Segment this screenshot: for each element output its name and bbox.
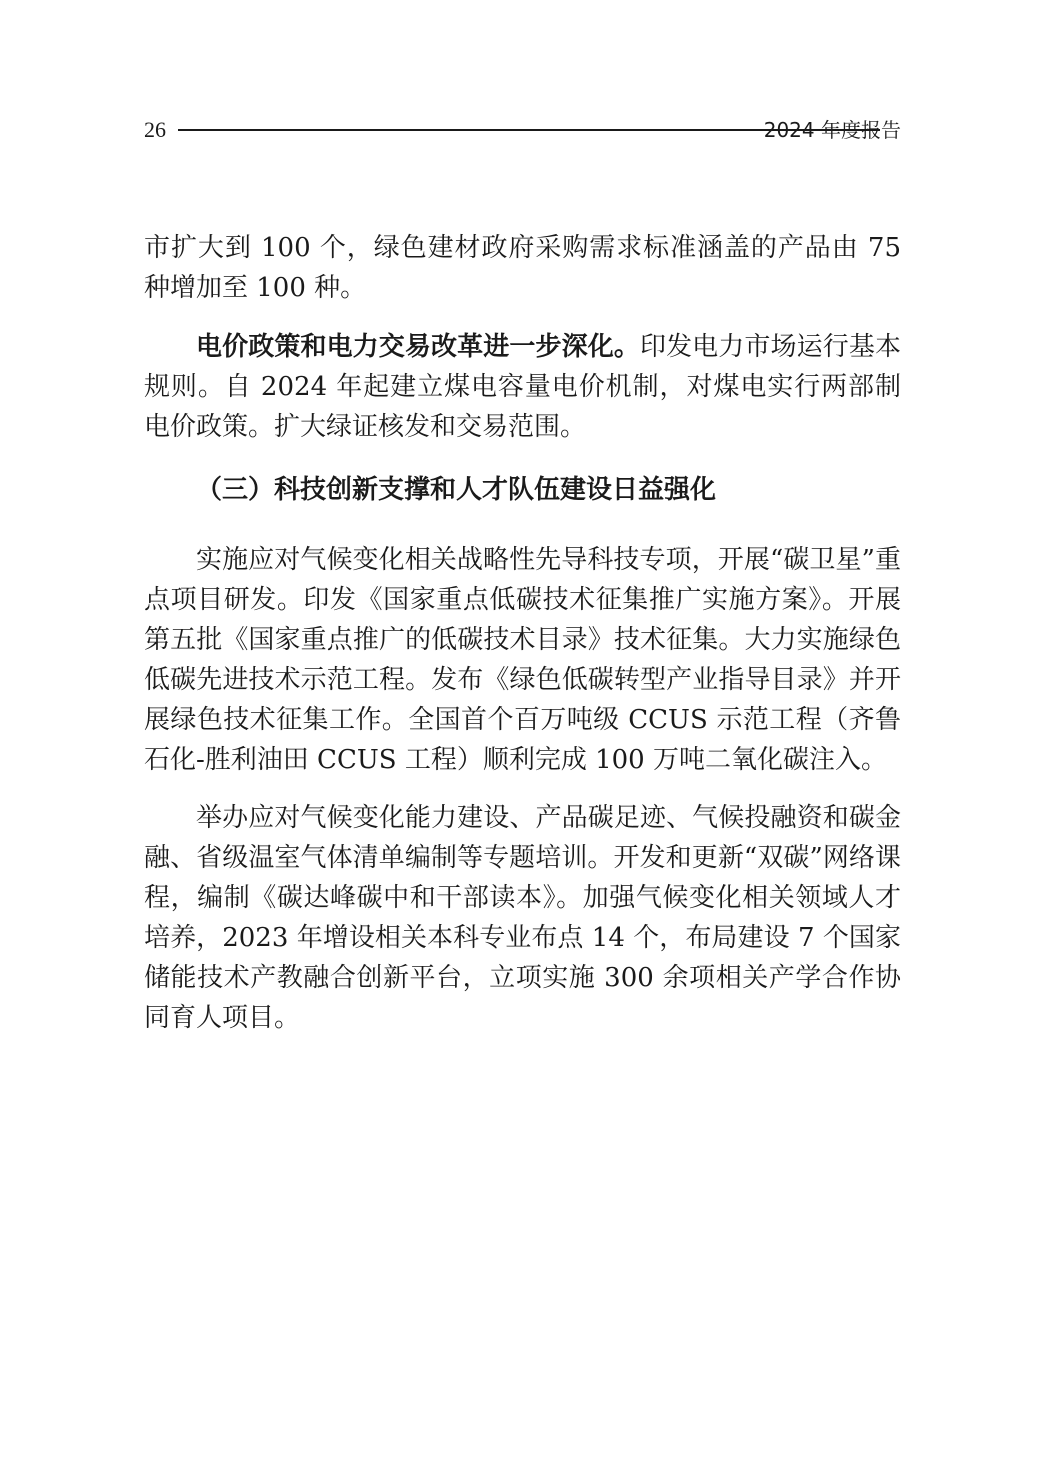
page-number: 26: [144, 117, 166, 142]
body-text: [144, 228, 901, 1038]
paragraph-3: 实施应对气候变化相关战略性先导科技专项，开展“碳卫星”重点项目研发。印发《国家重点低碳技术征集推广实施方案》。开展第五批《国家重点推广的低碳技术目录》技术征集。大力实施绿色低碳先进技术示范工程。发布《绿色低碳转型产业指导目录》并开展绿色技术征集工作。全国首个百万吨级 CCUS 示范工程（齐鲁石化-胜利油田 CCUS 工程）顺利完成 100 万吨二氧化碳注入。: [144, 545, 901, 775]
paragraph-2-rest: 印发电力市场运行基本规则。自 2024 年起建立煤电容量电价机制，对煤电实行两部制电价政策。扩大绿证核发和交易范围。: [144, 332, 901, 442]
page-header: [144, 114, 901, 146]
report-title: 2024 年度报告: [763, 118, 901, 142]
paragraph-1: 市扩大到 100 个，绿色建材政府采购需求标准涵盖的产品由 75 种增加至 100 种。: [144, 233, 901, 303]
paragraph-2-lead: 电价政策和电力交易改革进一步深化。: [196, 332, 640, 362]
paragraph-2: [144, 327, 901, 447]
section-heading: （三）科技创新支撑和人才队伍建设日益强化: [196, 475, 717, 505]
paragraph-4: 举办应对气候变化能力建设、产品碳足迹、气候投融资和碳金融、省级温室气体清单编制等专题培训。开发和更新“双碳”网络课程，编制《碳达峰碳中和干部读本》。加强气候变化相关领域人才培养，2023 年增设相关本科专业布点 14 个，布局建设 7 个国家储能技术产教融合创新平台，立项实施 300 余项相关产学合作协同育人项目。: [144, 803, 901, 1033]
